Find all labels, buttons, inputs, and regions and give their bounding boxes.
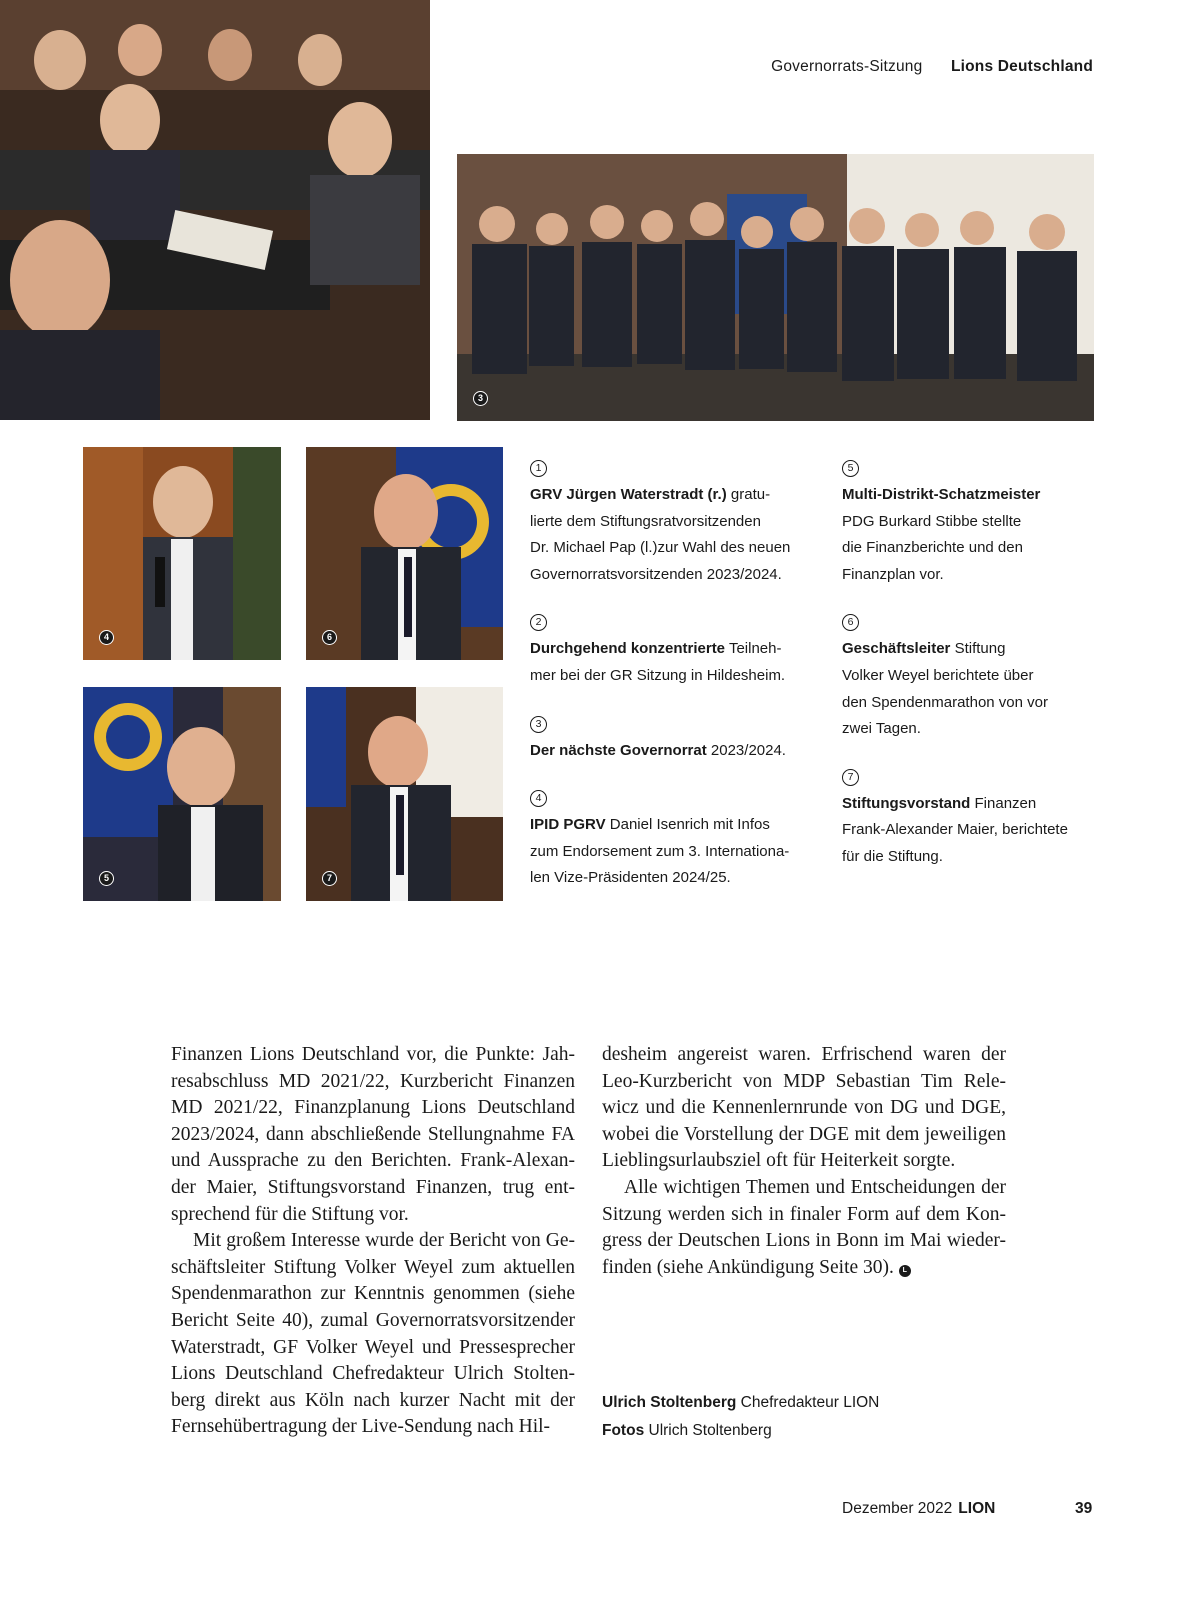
caption-lead: Geschäftsleiter xyxy=(842,640,951,658)
photo-credit-label: Fotos xyxy=(602,1421,645,1439)
photo-badge-7: 7 xyxy=(322,871,337,886)
caption-lead: Stiftungsvorstand xyxy=(842,794,971,812)
photo-badge-5: 5 xyxy=(99,871,114,886)
page-number: 39 xyxy=(1075,1500,1093,1517)
photo-credit xyxy=(602,1417,879,1445)
caption-2 xyxy=(530,614,815,689)
caption-3 xyxy=(530,716,815,765)
caption-number: 6 xyxy=(842,614,859,631)
caption-lead: Multi-Distrikt-Schatzmeister xyxy=(842,486,1041,503)
body-paragraph: Mit großem Interesse wurde der Bericht von Ge-schäftsleiter Stiftung Volker Weyel zum aktuellen Spendenmarathon zur Kenntnis genommen (siehe Bericht Seite 40), zumal Governorratsvorsitzender Waterstradt, GF Volker Weyel und Pressesprecher Lions Deutschland Chefredakteur Ulrich Stolten-berg direkt aus Köln nach kurzer Nacht mit der Fernsehübertragung der Live-Sendung nach Hil- xyxy=(171,1230,575,1438)
caption-text: Finanzen Frank-Alexander Maier, berichtete für die Stiftung. xyxy=(842,794,1068,865)
section-title: Governorrats-Sitzung xyxy=(771,58,923,75)
body-paragraph: Finanzen Lions Deutschland vor, die Punkte: Jah-resabschluss MD 2021/22, Kurzbericht Finanzen MD 2021/22, Finanzplanung Lions Deutschland 2023/2024, dann abschließende Stellungnahme FA und Aussprache zu den Berichten. Frank-Alexan-der Maier, Stiftungsvorstand Finanzen, trug ent-sprechend für die Stiftung vor. xyxy=(171,1044,575,1225)
photo-group xyxy=(457,154,1094,421)
photo-credit-name: Ulrich Stoltenberg xyxy=(648,1421,772,1439)
caption-number: 1 xyxy=(530,460,547,477)
caption-7 xyxy=(842,769,1127,871)
caption-text: gratu- lierte dem Stiftungsratvorsitzenden Dr. Michael Pap (l.)zur Wahl des neuen Governorratsvorsitzenden 2023/2024. xyxy=(530,486,791,583)
body-paragraph: desheim angereist waren. Erfrischend waren der Leo-Kurzbericht von MDP Sebastian Tim Rele-wicz und die Kennenlernrunde von DG und DGE, wobei die Vorstellung der DGE mit dem jeweiligen Lieblingsurlaubsziel oft für Heiterkeit sorgte. xyxy=(602,1044,1006,1172)
magazine-name: LION xyxy=(958,1500,996,1517)
caption-4 xyxy=(530,790,815,892)
caption-lead: GRV Jürgen Waterstradt (r.) xyxy=(530,486,727,503)
caption-number: 3 xyxy=(530,716,547,733)
body-paragraph-final xyxy=(602,1175,1006,1281)
caption-text: Stiftung Volker Weyel berichtete über den Spendenmarathon von vor zwei Tagen. xyxy=(842,640,1048,738)
photo-speaker-5 xyxy=(83,687,281,901)
footer-issue xyxy=(842,1500,995,1518)
caption-number: 4 xyxy=(530,790,547,807)
caption-6 xyxy=(842,614,1127,742)
article-credits xyxy=(602,1389,879,1444)
captions-column-right xyxy=(842,456,1127,897)
caption-text: PDG Burkard Stibbe stellte die Finanzberichte und den Finanzplan vor. xyxy=(842,512,1023,583)
running-header xyxy=(771,58,1093,76)
photo-speaker-6 xyxy=(306,447,503,660)
caption-text: Daniel Isenrich mit Infos zum Endorsement zum 3. Internationa- len Vize-Präsidenten 2024/25. xyxy=(530,816,790,887)
caption-1 xyxy=(530,460,815,588)
caption-lead: Durchgehend konzentrierte xyxy=(530,640,726,658)
brand-title: Lions Deutschland xyxy=(950,58,1093,75)
caption-number: 2 xyxy=(530,614,547,631)
caption-number: 5 xyxy=(842,460,859,477)
caption-text: Teilneh- mer bei der GR Sitzung in Hildesheim. xyxy=(530,640,786,684)
author-credit xyxy=(602,1389,879,1417)
author-role: Chefredakteur LION xyxy=(740,1394,880,1411)
issue-date: Dezember 2022 xyxy=(842,1500,953,1517)
photo-badge-6: 6 xyxy=(322,630,337,645)
photo-speaker-4 xyxy=(83,447,281,660)
caption-5 xyxy=(842,460,1127,588)
lions-endmark-icon: L xyxy=(899,1265,911,1277)
photo-badge-4: 4 xyxy=(99,630,114,645)
body-column-right xyxy=(602,1042,1006,1281)
caption-lead: IPID PGRV xyxy=(530,816,606,834)
caption-lead: Der nächste Governorrat xyxy=(530,741,707,759)
photo-meeting-room xyxy=(0,0,430,420)
body-column-left xyxy=(171,1042,575,1441)
photo-badge-3: 3 xyxy=(473,391,488,406)
photo-speaker-7 xyxy=(306,687,503,901)
captions-column-left xyxy=(530,456,815,918)
caption-text: 2023/2024. xyxy=(710,741,786,759)
body-paragraph-text: Alle wichtigen Themen und Entscheidungen der Sitzung werden sich in finaler Form auf dem Kon-gress der Deutschen Lions in Bonn im Mai wieder-finden (siehe Ankündigung Seite 30). xyxy=(602,1176,1006,1278)
caption-number: 7 xyxy=(842,769,859,786)
author-name: Ulrich Stoltenberg xyxy=(602,1394,737,1411)
